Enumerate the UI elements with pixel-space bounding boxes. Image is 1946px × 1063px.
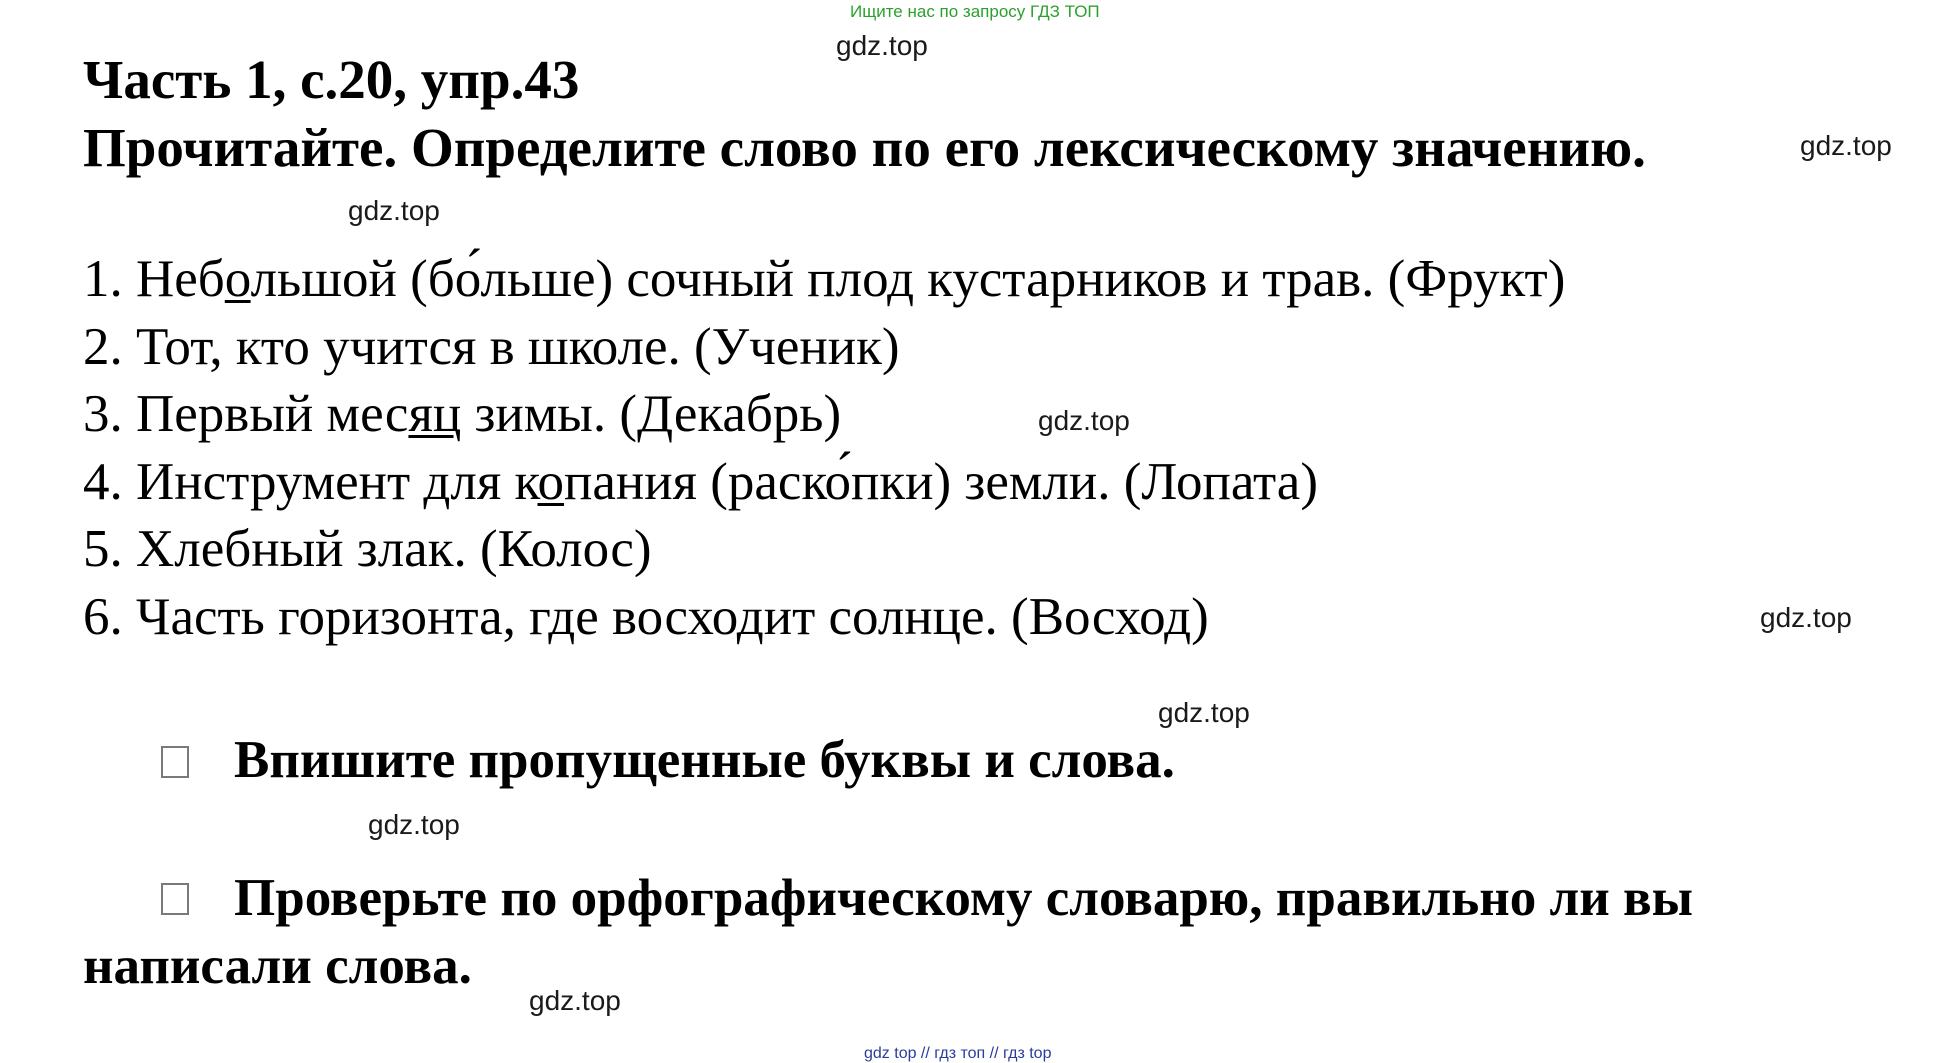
watermark: gdz.top <box>1038 405 1130 436</box>
checkbox-icon <box>161 883 189 915</box>
watermark: gdz.top <box>1158 697 1250 728</box>
list-item: 5. Хлебный злак. (Колос) <box>83 520 652 578</box>
watermark: gdz.top <box>348 195 440 226</box>
footer-links: gdz top // гдз топ // гдз top <box>864 1045 1052 1062</box>
list-item: 6. Часть горизонта, где восходит солнце. (Восход) <box>83 587 1209 646</box>
list-item: 4. Инструмент для копания (раско́пки) земли. (Лопата) <box>83 452 1318 511</box>
answer-list <box>83 246 1565 651</box>
watermark: gdz.top <box>1760 602 1852 633</box>
checkbox-icon <box>161 746 189 778</box>
list-item: 2. Тот, кто учится в школе. (Ученик) <box>83 317 900 376</box>
watermark: gdz.top <box>368 809 460 840</box>
instruction-check-line2: написали слова. <box>83 937 472 995</box>
list-item: 3. Первый месяц зимы. (Декабрь) <box>83 385 842 443</box>
page-title: Часть 1, с.20, упр.43 <box>83 49 580 110</box>
instruction-check-line1: Проверьте по орфографическому словарю, правильно ли вы <box>234 869 1694 927</box>
watermark: gdz.top <box>1800 130 1892 161</box>
top-banner: Ищите нас по запросу ГДЗ ТОП <box>850 2 1100 21</box>
list-item: 1. Небольшой (бо́льше) сочный плод кустарников и трав. (Фрукт) <box>83 250 1566 308</box>
task-text: Прочитайте. Определите слово по его лексическому значению. <box>83 117 1646 178</box>
watermark: gdz.top <box>836 30 928 61</box>
watermark: gdz.top <box>529 985 621 1016</box>
instruction-fill-in: Впишите пропущенные буквы и слова. <box>234 731 1175 789</box>
